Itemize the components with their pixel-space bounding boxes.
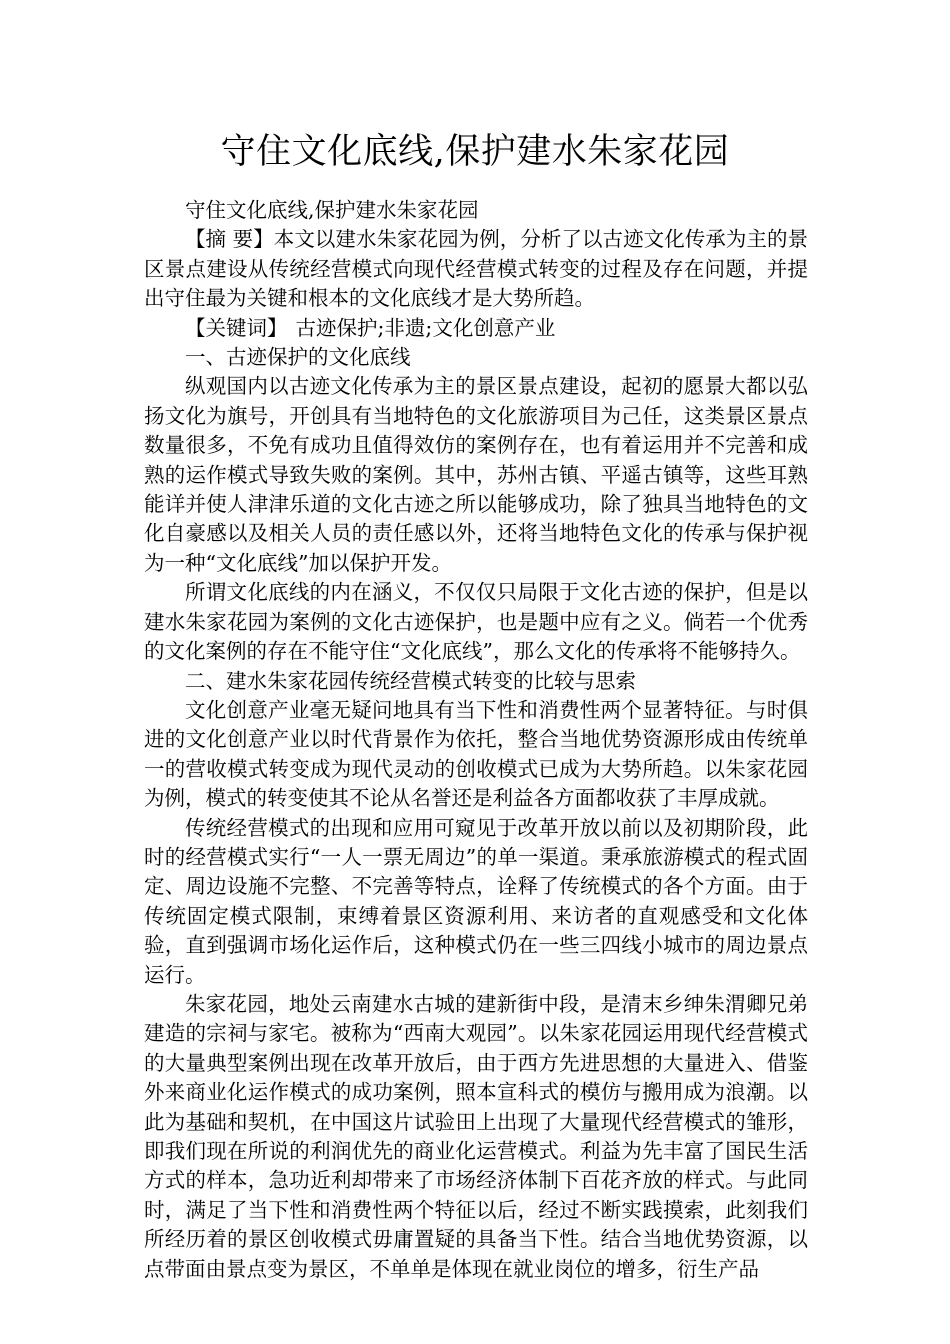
body-paragraph: 朱家花园，地处云南建水古城的建新街中段，是清末乡绅朱渭卿兄弟建造的宗祠与家宅。被称为“西南大观园”。以朱家花园运用现代经营模式的大量典型案例出现在改革开放后，由于西方先进思想的大量进入、借鉴外来商业化运作模式的成功案例，照本宣科式的模仿与搬用成为浪潮。以此为基础和契机，在中国这片试验田上出现了大量现代经营模式的雏形，即我们现在所说的利润优先的商业化运营模式。利益为先丰富了国民生活方式的样本，急功近利却带来了市场经济体制下百花齐放的样式。与此同时，满足了当下性和消费性两个特征以后，经过不断实践摸索，此刻我们所经历着的景区创收模式毋庸置疑的具备当下性。结合当地优势资源，以点带面由景点变为景区，不单单是体现在就业岗位的增多，衍生产品 [144, 991, 808, 1281]
body-paragraph: 传统经营模式的出现和应用可窥见于改革开放以前以及初期阶段，此时的经营模式实行“一人一票无周边”的单一渠道。秉承旅游模式的程式固定、周边设施不完整、不完善等特点，诠释了传统模式的各个方面。由于传统固定模式限制，束缚着景区资源利用、来访者的直观感受和文化体验，直到强调市场化运作后，这种模式仍在一些三四线小城市的周边景点运行。 [144, 815, 808, 987]
abstract-paragraph [144, 225, 808, 313]
abstract-label: 【摘 要】 [185, 227, 274, 252]
subtitle: 守住文化底线,保护建水朱家花园 [185, 198, 479, 222]
section-heading-2: 二、建水朱家花园传统经营模式转变的比较与思索 [185, 668, 636, 693]
body-paragraph: 纵观国内以古迹文化传承为主的景区景点建设，起初的愿景大都以弘扬文化为旗号，开创具有当地特色的文化旅游项目为己任，这类景区景点数量很多，不免有成功且值得效仿的案例存在，也有着运用并不完善和成熟的运作模式导致失败的案例。其中，苏州古镇、平遥古镇等，这些耳熟能详并使人津津乐道的文化古迹之所以能够成功，除了独具当地特色的文化自豪感以及相关人员的责任感以外，还将当地特色文化的传承与保护视为一种“文化底线”加以保护开发。 [144, 374, 808, 575]
body-paragraph: 文化创意产业毫无疑问地具有当下性和消费性两个显著特征。与时俱进的文化创意产业以时代背景作为依托，整合当地优势资源形成由传统单一的营收模式转变成为现代灵动的创收模式已成为大势所趋。以朱家花园为例，模式的转变使其不论从名誉还是利益各方面都收获了丰厚成就。 [144, 697, 808, 811]
keywords-text: 古迹保护;非遗;文化创意产业 [295, 315, 556, 340]
document-title: 守住文化底线,保护建水朱家花园 [220, 132, 730, 172]
keywords-label: 【关键词】 [185, 315, 288, 340]
keywords-paragraph [144, 314, 808, 343]
body-paragraph: 所谓文化底线的内在涵义，不仅仅只局限于文化古迹的保护，但是以建水朱家花园为案例的文化古迹保护，也是题中应有之义。倘若一个优秀的文化案例的存在不能守住“文化底线”，那么文化的传承将不能够持久。 [144, 580, 808, 664]
document-body [144, 196, 808, 1284]
section-heading-1: 一、古迹保护的文化底线 [185, 345, 411, 370]
abstract-text: 本文以建水朱家花园为例，分析了以古迹文化传承为主的景区景点建设从传统经营模式向现代经营模式转变的过程及存在问题，并提出守住最为关键和根本的文化底线才是大势所趋。 [144, 227, 808, 311]
